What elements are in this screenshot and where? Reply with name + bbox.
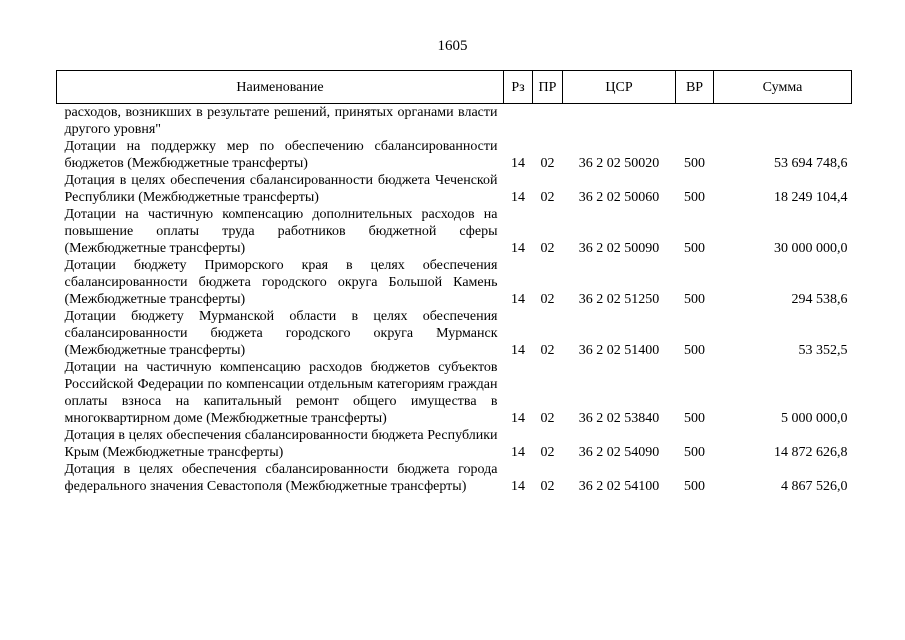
table-row: [57, 138, 852, 172]
row-rz: 14: [511, 156, 525, 171]
page-number: 1605: [437, 38, 468, 54]
row-vr: 500: [684, 445, 705, 460]
row-csr: 36 2 02 53840: [578, 411, 660, 426]
row-pr: 02: [540, 190, 555, 205]
row-name: Дотации бюджету Мурманской области в целях обеспечения сбалансированности бюджета городского округа Мурманск (Межбюджетные трансферты): [64, 309, 498, 358]
row-csr: 36 2 02 50020: [578, 156, 660, 171]
budget-table: [56, 70, 852, 495]
row-csr: 36 2 02 50090: [578, 241, 660, 256]
table-row: [57, 461, 852, 495]
row-csr: 36 2 02 54090: [578, 445, 660, 460]
header-sum: Сумма: [714, 71, 852, 104]
table-row: [57, 257, 852, 308]
row-name: Дотация в целях обеспечения сбалансированности бюджета города федерального значения Севастополя (Межбюджетные трансферты): [64, 462, 498, 494]
row-pr: 02: [540, 241, 555, 256]
row-pr: 02: [540, 156, 555, 171]
row-rz: 14: [511, 411, 525, 426]
row-sum: 294 538,6: [791, 292, 848, 307]
row-name: Дотации на частичную компенсацию дополнительных расходов на повышение оплаты труда работников бюджетной сферы (Межбюджетные трансферты): [64, 207, 498, 256]
row-name: Дотация в целях обеспечения сбалансированности бюджета Республики Крым (Межбюджетные трансферты): [64, 428, 498, 460]
row-pr: 02: [540, 445, 555, 460]
continuation-row: [57, 104, 852, 139]
row-sum: 53 694 748,6: [774, 156, 848, 171]
row-vr: 500: [684, 411, 705, 426]
row-sum: 53 352,5: [798, 343, 848, 358]
row-name: Дотация в целях обеспечения сбалансированности бюджета Чеченской Республики (Межбюджетные трансферты): [64, 173, 498, 205]
header-rz: Рз: [504, 71, 533, 104]
header-csr: ЦСР: [563, 71, 676, 104]
row-rz: 14: [511, 445, 525, 460]
row-pr: 02: [540, 343, 555, 358]
row-csr: 36 2 02 51250: [578, 292, 660, 307]
row-rz: 14: [511, 292, 525, 307]
row-pr: 02: [540, 479, 555, 494]
row-csr: 36 2 02 51400: [578, 343, 660, 358]
table-row: [57, 308, 852, 359]
table-header: [57, 71, 852, 104]
table-body: [57, 104, 852, 496]
row-rz: 14: [511, 479, 525, 494]
row-sum: 5 000 000,0: [781, 411, 848, 426]
continuation-text: расходов, возникших в результате решений, принятых органами власти другого уровня": [64, 105, 498, 137]
header-pr: ПР: [533, 71, 563, 104]
row-name: Дотации на поддержку мер по обеспечению сбалансированности бюджетов (Межбюджетные трансферты): [64, 139, 498, 171]
header-row: [57, 71, 852, 104]
table-row: [57, 427, 852, 461]
row-pr: 02: [540, 411, 555, 426]
header-name: Наименование: [57, 71, 504, 104]
header-vr: ВР: [676, 71, 714, 104]
row-vr: 500: [684, 343, 705, 358]
row-csr: 36 2 02 54100: [578, 479, 660, 494]
row-vr: 500: [684, 190, 705, 205]
row-name: Дотации бюджету Приморского края в целях обеспечения сбалансированности бюджета городского округа Большой Камень (Межбюджетные трансферты): [64, 258, 498, 307]
row-vr: 500: [684, 241, 705, 256]
table-row: [57, 172, 852, 206]
table-row: [57, 206, 852, 257]
row-sum: 4 867 526,0: [781, 479, 848, 494]
row-sum: 30 000 000,0: [774, 241, 848, 256]
row-sum: 14 872 626,8: [774, 445, 848, 460]
row-vr: 500: [684, 292, 705, 307]
row-vr: 500: [684, 156, 705, 171]
row-vr: 500: [684, 479, 705, 494]
row-rz: 14: [511, 241, 525, 256]
table-row: [57, 359, 852, 427]
row-csr: 36 2 02 50060: [578, 190, 660, 205]
row-rz: 14: [511, 343, 525, 358]
row-pr: 02: [540, 292, 555, 307]
row-rz: 14: [511, 190, 525, 205]
row-sum: 18 249 104,4: [774, 190, 848, 205]
row-name: Дотации на частичную компенсацию расходов бюджетов субъектов Российской Федерации по компенсации отдельным категориям граждан оплаты взноса на капитальный ремонт общего имущества в многоквартирном доме (Межбюджетные трансферты): [64, 360, 498, 426]
